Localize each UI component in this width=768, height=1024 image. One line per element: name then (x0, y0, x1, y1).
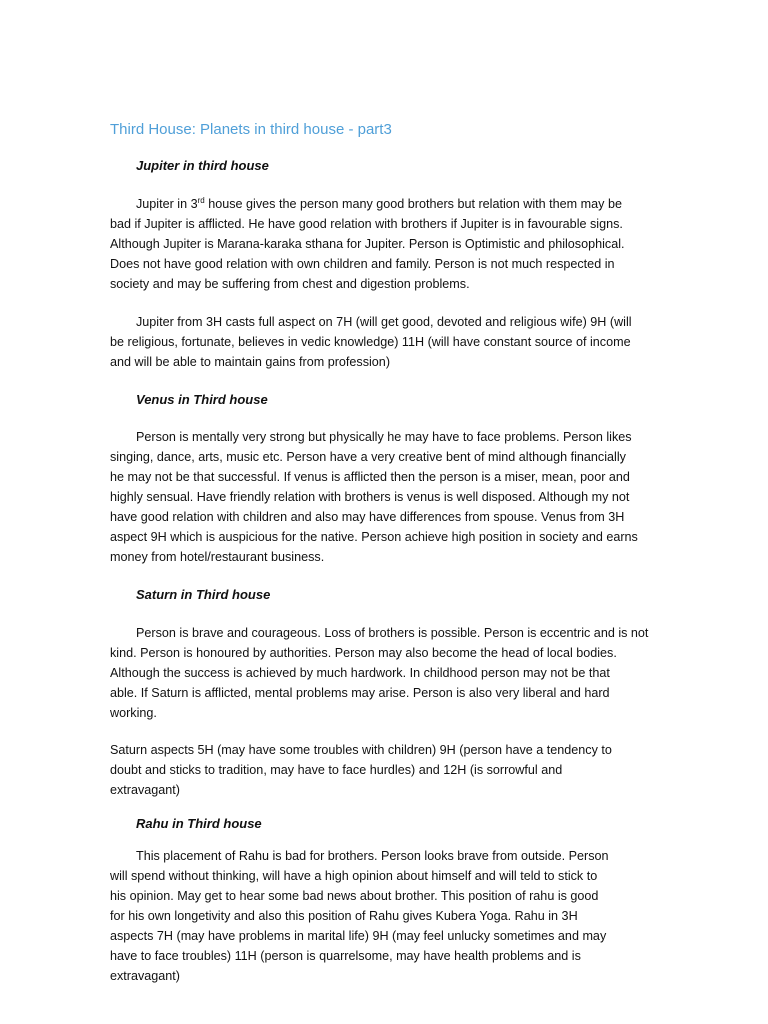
paragraph-line: bad if Jupiter is afflicted. He have good relation with brothers if Jupiter is in favourable signs. (110, 217, 623, 231)
paragraph-line: have to face troubles) 11H (person is quarrelsome, may have health problems and is (110, 949, 581, 963)
paragraph-line: working. (110, 706, 157, 720)
document-title: Third House: Planets in third house - part3 (110, 121, 392, 138)
paragraph-line: Jupiter from 3H casts full aspect on 7H (will get good, devoted and religious wife) 9H (will (136, 315, 632, 329)
paragraph-line: Person is brave and courageous. Loss of brothers is possible. Person is eccentric and is not (136, 626, 649, 640)
rahu-paragraph-1 (110, 846, 658, 986)
paragraph-line: be religious, fortunate, believes in vedic knowledge) 11H (will have constant source of income (110, 335, 631, 349)
paragraph-line: money from hotel/restaurant business. (110, 550, 325, 564)
venus-heading: Venus in Third house (136, 392, 268, 407)
venus-paragraph-1 (110, 427, 658, 567)
paragraph-line: Saturn aspects 5H (may have some troubles with children) 9H (person have a tendency to (110, 743, 612, 757)
paragraph-line: aspect 9H which is auspicious for the native. Person achieve high position in society and earns (110, 530, 638, 544)
paragraph-line: Although the success is achieved by much hardwork. In childhood person may not be that (110, 666, 610, 680)
paragraph-line: This placement of Rahu is bad for brothers. Person looks brave from outside. Person (136, 849, 609, 863)
paragraph-line: will spend without thinking, will have a high opinion about himself and will teld to stick to (110, 869, 598, 883)
paragraph-line: for his own longetivity and also this position of Rahu gives Kubera Yoga. Rahu in 3H (110, 909, 578, 923)
paragraph-line: society and may be suffering from chest and digestion problems. (110, 277, 470, 291)
paragraph-line: Person is mentally very strong but physically he may have to face problems. Person likes (136, 430, 632, 444)
saturn-heading: Saturn in Third house (136, 587, 271, 602)
paragraph-line: Although Jupiter is Marana-karaka sthana for Jupiter. Person is Optimistic and philosophical. (110, 237, 625, 251)
line-text: Jupiter in 3 (136, 197, 198, 211)
paragraph-line: aspects 7H (may have problems in marital life) 9H (may feel unlucky sometimes and may (110, 929, 607, 943)
paragraph-line: he may not be that successful. If venus is afflicted then the person is a miser, mean, poor and (110, 470, 630, 484)
saturn-paragraph-2 (110, 740, 658, 800)
paragraph-line: Does not have good relation with own children and family. Person is not much respected in (110, 257, 615, 271)
paragraph-line: singing, dance, arts, music etc. Person have a very creative bent of mind although financially (110, 450, 626, 464)
saturn-paragraph-1 (110, 623, 658, 723)
paragraph-line: extravagant) (110, 783, 181, 797)
rahu-heading: Rahu in Third house (136, 816, 262, 831)
paragraph-line: his opinion. May get to hear some bad news about brother. This position of rahu is good (110, 889, 599, 903)
superscript: rd (197, 195, 205, 205)
paragraph-line (110, 194, 658, 214)
jupiter-heading: Jupiter in third house (136, 158, 269, 173)
paragraph-line: doubt and sticks to tradition, may have to face hurdles) and 12H (is sorrowful and (110, 763, 563, 777)
paragraph-line: kind. Person is honoured by authorities. Person may also become the head of local bodies. (110, 646, 617, 660)
line-text: house gives the person many good brothers but relation with them may be (204, 197, 622, 211)
paragraph-line: extravagant) (110, 969, 181, 983)
paragraph-line: and will be able to maintain gains from profession) (110, 355, 391, 369)
jupiter-paragraph-2 (110, 312, 658, 372)
paragraph-line: highly sensual. Have friendly relation with brothers is venus is well disposed. Although my not (110, 490, 630, 504)
paragraph-line: able. If Saturn is afflicted, mental problems may arise. Person is also very liberal and hard (110, 686, 610, 700)
paragraph-line: have good relation with children and also may have differences from spouse. Venus from 3H (110, 510, 625, 524)
jupiter-paragraph-1 (110, 194, 658, 294)
